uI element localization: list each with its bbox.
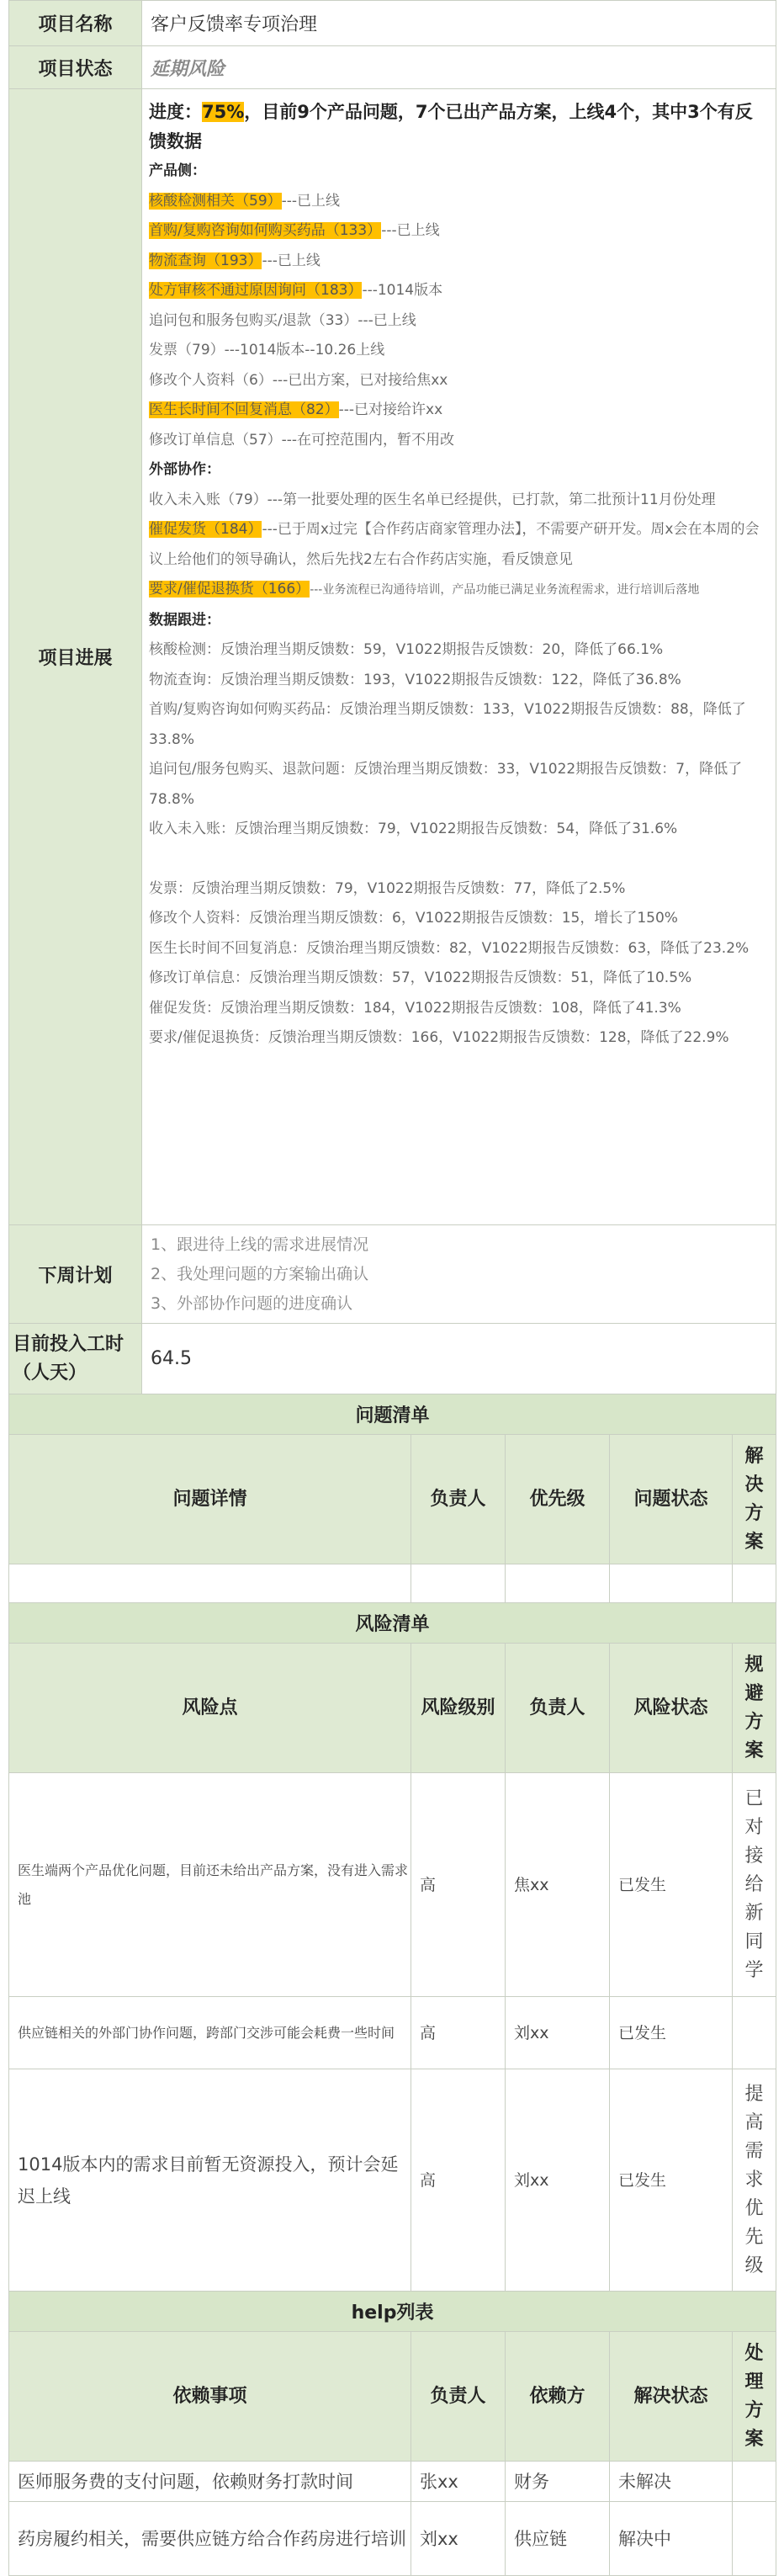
next-week-item: 2、我处理问题的方案输出确认: [151, 1264, 369, 1283]
product-item-rest: ---已上线: [262, 252, 320, 269]
product-item: [149, 426, 769, 456]
issue-cell-empty[interactable]: [9, 1564, 411, 1603]
product-item-highlight: 首购/复购咨询如何购买药品（133）: [149, 222, 382, 239]
product-item: [149, 366, 769, 396]
product-item-rest: 追问包和服务包购买/退款（33）---已上线: [149, 311, 416, 329]
issue-header-row: [9, 1435, 776, 1564]
product-item-rest: 修改订单信息（57）---在可控范围内，暂不用改: [149, 431, 455, 449]
row-project-progress: [9, 89, 776, 1225]
product-item-rest: ---1014版本: [362, 282, 443, 299]
issue-cell-empty[interactable]: [506, 1564, 610, 1603]
data-item: 物流查询：反馈治理当期反馈数：193，V1022期报告反馈数：122，降低了36.8%: [149, 671, 681, 688]
product-item: [149, 306, 769, 337]
risk-row: [9, 1773, 776, 1997]
summary-percentage: 75%: [202, 102, 245, 122]
external-item: [149, 575, 769, 606]
project-progress-label: 项目进展: [9, 89, 142, 1225]
risk-level[interactable]: 高: [411, 1773, 506, 1997]
data-item: 收入未入账：反馈治理当期反馈数：79，V1022期报告反馈数：54，降低了31.6%: [149, 821, 678, 837]
risk-owner[interactable]: 焦xx: [506, 1773, 610, 1997]
risk-header-row: [9, 1644, 776, 1773]
data-item: 催促发货：反馈治理当期反馈数：184，V1022期报告反馈数：108，降低了41.3%: [149, 999, 681, 1017]
product-item: [149, 396, 769, 426]
input-hours-value[interactable]: 64.5: [142, 1324, 776, 1394]
product-item-rest: ---已上线: [381, 222, 440, 239]
risk-plan[interactable]: 提高需求优先级: [733, 2069, 776, 2292]
help-dependency[interactable]: 财务: [506, 2462, 610, 2502]
risk-col-point: 风险点: [9, 1644, 411, 1773]
external-item: [149, 515, 769, 575]
help-col-owner: 负责人: [411, 2332, 506, 2462]
help-status[interactable]: 解决中: [610, 2502, 733, 2576]
product-item: [149, 247, 769, 277]
external-item-rest: ---已于周x过完【合作药店商家管理办法】，不需要产研开发。周x会在本周的会议上给他们的领导确认，然后先找2左右合作药店实施，看反馈意见: [149, 521, 760, 568]
risk-plan[interactable]: [733, 1997, 776, 2069]
project-status-label: 项目状态: [9, 46, 142, 89]
external-item-highlight: 要求/催促退换货（166）: [149, 581, 310, 598]
data-item: 发票：反馈治理当期反馈数：79，V1022期报告反馈数：77，降低了2.5%: [149, 879, 626, 897]
help-col-status: 解决状态: [610, 2332, 733, 2462]
risk-owner[interactable]: 刘xx: [506, 2069, 610, 2292]
product-item-rest: 发票（79）---1014版本--10.26上线: [149, 342, 385, 359]
risk-level[interactable]: 高: [411, 2069, 506, 2292]
help-item[interactable]: 药房履约相关，需要供应链方给合作药房进行培训: [9, 2502, 411, 2576]
risk-status[interactable]: 已发生: [610, 1773, 733, 1997]
data-item: 首购/复购咨询如何购买药品：反馈治理当期反馈数：133，V1022期报告反馈数：88，降低了33.8%: [149, 701, 746, 748]
data-item: 医生长时间不回复消息：反馈治理当期反馈数：82，V1022期报告反馈数：63，降低了23.2%: [149, 939, 750, 957]
data-item: 修改个人资料：反馈治理当期反馈数：6，V1022期报告反馈数：15，增长了150%: [149, 910, 678, 927]
project-name-label: 项目名称: [9, 1, 142, 46]
issue-title: 问题清单: [9, 1394, 776, 1435]
product-item-highlight: 核酸检测相关（59）: [149, 192, 282, 210]
issue-table: [8, 1394, 776, 2576]
product-item: [149, 187, 769, 217]
product-item-rest: 修改个人资料（6）---已出方案，已对接给焦xx: [149, 371, 448, 389]
data-item: 核酸检测：反馈治理当期反馈数：59，V1022期报告反馈数：20，降低了66.1%: [149, 641, 664, 658]
summary-prefix: 进度：: [149, 102, 202, 122]
project-status-value[interactable]: 延期风险: [142, 46, 776, 89]
next-week-item: 3、外部协作问题的进度确认: [151, 1293, 353, 1313]
risk-status[interactable]: 已发生: [610, 2069, 733, 2292]
product-item: [149, 276, 769, 306]
risk-point[interactable]: 1014版本内的需求目前暂无资源投入，预计会延迟上线: [9, 2069, 411, 2292]
help-status[interactable]: 未解决: [610, 2462, 733, 2502]
row-input-hours: [9, 1324, 776, 1394]
risk-title-row: [9, 1603, 776, 1644]
data-heading: 数据跟进：: [149, 611, 220, 629]
next-week-item: 1、跟进待上线的需求进展情况: [151, 1235, 369, 1254]
project-progress-content[interactable]: [142, 89, 776, 1225]
help-owner[interactable]: 张xx: [411, 2462, 506, 2502]
product-heading: 产品侧：: [149, 162, 206, 179]
product-item-highlight: 处方审核不通过原因询问（183）: [149, 282, 363, 299]
issue-cell-empty[interactable]: [411, 1564, 506, 1603]
external-item-highlight: 催促发货（184）: [149, 521, 262, 538]
risk-owner[interactable]: 刘xx: [506, 1997, 610, 2069]
help-plan[interactable]: [733, 2462, 776, 2502]
row-project-status: [9, 46, 776, 89]
product-item-rest: ---已上线: [281, 192, 341, 210]
next-week-content[interactable]: [142, 1225, 776, 1324]
issue-col-owner: 负责人: [411, 1435, 506, 1564]
issue-cell-empty[interactable]: [733, 1564, 776, 1603]
progress-summary: [149, 98, 769, 157]
external-item: 收入未入账（79）---第一批要处理的医生名单已经提供，已打款，第二批预计11月份处理: [149, 491, 716, 508]
issue-cell-empty[interactable]: [610, 1564, 733, 1603]
row-project-name: [9, 1, 776, 46]
external-item-rest: ---业务流程已沟通待培训，产品功能已满足业务流程需求，进行培训后落地: [310, 583, 700, 597]
risk-row: [9, 1997, 776, 2069]
product-item-highlight: 物流查询（193）: [149, 252, 262, 269]
row-next-week: [9, 1225, 776, 1324]
product-item: [149, 336, 769, 366]
next-week-label: 下周计划: [9, 1225, 142, 1324]
product-item: [149, 216, 769, 247]
help-header-row: [9, 2332, 776, 2462]
help-dependency[interactable]: 供应链: [506, 2502, 610, 2576]
help-plan[interactable]: [733, 2502, 776, 2576]
risk-col-plan: 规避方案: [733, 1644, 776, 1773]
issue-col-solution: 解决方案: [733, 1435, 776, 1564]
help-title-row: [9, 2292, 776, 2332]
summary-text: ，目前9个产品问题，7个已出产品方案，上线4个，其中3个有反馈数据: [149, 102, 753, 151]
risk-col-owner: 负责人: [506, 1644, 610, 1773]
data-item: 要求/催促退换货：反馈治理当期反馈数：166，V1022期报告反馈数：128，降低了22.9%: [149, 1029, 729, 1046]
help-col-item: 依赖事项: [9, 2332, 411, 2462]
risk-point[interactable]: 医生端两个产品优化问题，目前还未给出产品方案，没有进入需求池: [9, 1773, 411, 1997]
project-info-table: [8, 0, 776, 1394]
product-item-highlight: 医生长时间不回复消息（82）: [149, 401, 339, 418]
input-hours-label: 目前投入工时（人天）: [9, 1324, 142, 1394]
issue-col-priority: 优先级: [506, 1435, 610, 1564]
help-row: [9, 2462, 776, 2502]
help-row: [9, 2502, 776, 2576]
help-title: help列表: [9, 2292, 776, 2332]
risk-col-level: 风险级别: [411, 1644, 506, 1773]
help-col-plan: 处理方案: [733, 2332, 776, 2462]
risk-level[interactable]: 高: [411, 1997, 506, 2069]
issue-empty-row: [9, 1564, 776, 1603]
issue-col-status: 问题状态: [610, 1435, 733, 1564]
issue-col-detail: 问题详情: [9, 1435, 411, 1564]
risk-title: 风险清单: [9, 1603, 776, 1644]
data-item-spacer: [149, 845, 769, 874]
data-item: 追问包/服务包购买、退款问题：反馈治理当期反馈数：33，V1022期报告反馈数：7，降低了78.8%: [149, 761, 743, 808]
help-col-dependency: 依赖方: [506, 2332, 610, 2462]
project-name-value[interactable]: 客户反馈率专项治理: [142, 1, 776, 46]
external-heading: 外部协作：: [149, 461, 220, 478]
help-owner[interactable]: 刘xx: [411, 2502, 506, 2576]
risk-point[interactable]: 供应链相关的外部门协作问题，跨部门交涉可能会耗费一些时间: [9, 1997, 411, 2069]
risk-status[interactable]: 已发生: [610, 1997, 733, 2069]
issue-title-row: [9, 1394, 776, 1435]
project-report-sheet: [8, 0, 776, 2576]
risk-col-status: 风险状态: [610, 1644, 733, 1773]
risk-plan[interactable]: 已对接给新同学: [733, 1773, 776, 1997]
product-item-rest: ---已对接给许xx: [338, 401, 443, 418]
risk-row: [9, 2069, 776, 2292]
help-item[interactable]: 医师服务费的支付问题，依赖财务打款时间: [9, 2462, 411, 2502]
data-item: 修改订单信息：反馈治理当期反馈数：57，V1022期报告反馈数：51，降低了10.5%: [149, 969, 692, 986]
